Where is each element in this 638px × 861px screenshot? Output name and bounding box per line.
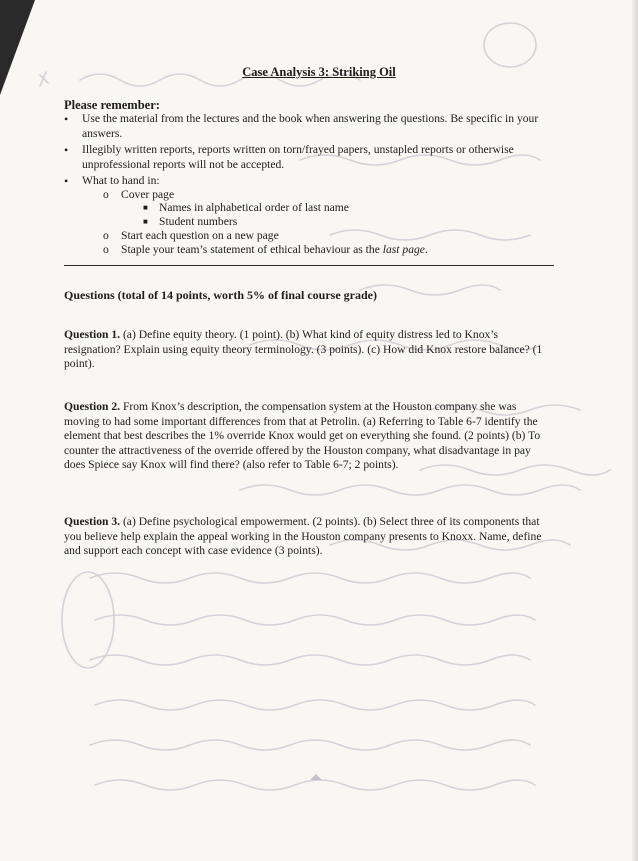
- list-item-text: Use the material from the lectures and the book when answering the questions. Be specific in your answers.: [82, 112, 539, 140]
- list-item: [64, 143, 564, 172]
- bullet-icon: •: [64, 143, 69, 157]
- staple-emphasis: last page: [382, 243, 425, 256]
- remember-heading: Please remember:: [64, 98, 160, 112]
- sub-list-item: [103, 243, 543, 258]
- square-bullet-icon: ■: [143, 203, 148, 212]
- sub-list-item-text: Cover page: [121, 188, 175, 201]
- list-item-text: Illegibly written reports, reports written on torn/frayed papers, unstapled reports or otherwise unprofessional reports will not be accepted.: [82, 143, 514, 171]
- circle-bullet-icon: o: [103, 229, 109, 242]
- question-text: (a) Define psychological empowerment. (2 points). (b) Select three of its components that you believe help explain the appeal working in the Houston company presents to Knoxx. Name, define and support each concept with case evidence (3 points).: [64, 515, 542, 558]
- bullet-icon: •: [64, 112, 69, 126]
- question-2: [64, 400, 552, 473]
- sub-list-item: [103, 229, 543, 244]
- circle-bullet-icon: o: [103, 243, 109, 256]
- bullet-icon: •: [64, 174, 69, 188]
- sub-sub-list-item: [143, 215, 543, 230]
- list-item-text: What to hand in:: [82, 174, 160, 187]
- question-text: From Knox’s description, the compensation system at the Houston company she was moving to had some important differences from that at Petrolin. (a) Referring to Table 6-7 identify the element that best describes the 1% override Knox would get on everything she found. (2 points) (b) To counter the attractiveness of the override offered by the Houston company, what disadvantage in pay does Spiece say Knox will find there? (also refer to Table 6-7; 2 points).: [64, 400, 541, 472]
- list-item: [64, 112, 564, 141]
- sub-sub-list-item-text: Names in alphabetical order of last name: [159, 201, 349, 214]
- question-label: Question 3.: [64, 515, 121, 528]
- question-label: Question 1.: [64, 328, 121, 341]
- sub-sub-list-item: [143, 201, 543, 216]
- question-label: Question 2.: [64, 400, 121, 413]
- questions-heading: Questions (total of 14 points, worth 5% of final course grade): [64, 288, 377, 302]
- staple-suffix: .: [424, 243, 428, 256]
- question-1: [64, 328, 552, 372]
- page-title: Case Analysis 3: Striking Oil: [242, 65, 396, 79]
- list-item: [64, 174, 564, 189]
- circle-bullet-icon: o: [103, 188, 109, 201]
- question-text: (a) Define equity theory. (1 point). (b) What kind of equity distress led to Knox’s resignation? Explain using equity theory terminology. (3 points). (c) How did Knox restore balance? (1 point).: [64, 328, 543, 371]
- question-3: [64, 515, 552, 559]
- sub-list-item-text: Start each question on a new page: [121, 229, 279, 242]
- sub-list-item-text: [121, 243, 428, 258]
- sub-sub-list-item-text: Student numbers: [159, 215, 238, 228]
- square-bullet-icon: ■: [143, 217, 148, 226]
- staple-text: Staple your team’s statement of ethical behaviour as the: [121, 243, 383, 256]
- divider: [64, 265, 554, 266]
